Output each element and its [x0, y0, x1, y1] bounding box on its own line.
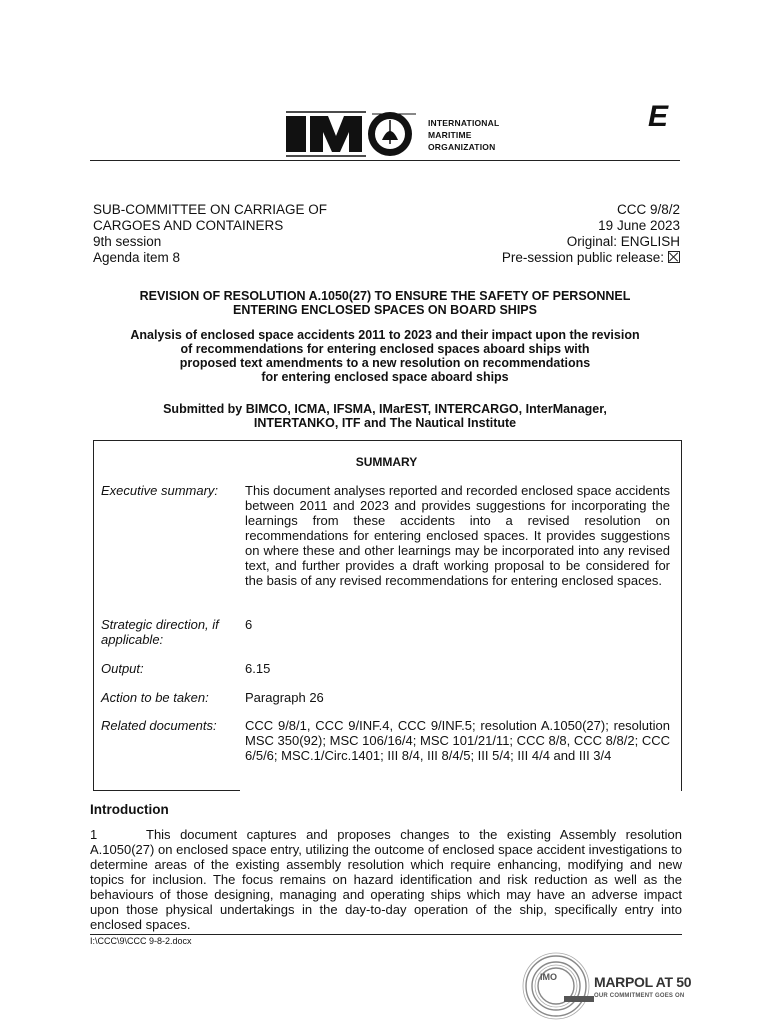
summary-value: 6 — [245, 617, 253, 632]
summary-value: Paragraph 26 — [245, 690, 324, 705]
summary-label: Output: — [101, 661, 144, 676]
imo-logo — [286, 110, 420, 158]
summary-value: CCC 9/8/1, CCC 9/INF.4, CCC 9/INF.5; resolution A.1050(27); resolution MSC 350(92); MSC 106/16/4; MSC 101/21/11; CCC 8/8, CCC 8/8/2; CCC 6/5/6; MSC.1/Circ.1401; III 8/4, III 8/4/5; III 5/4; III 4/4 and III 3/4 — [245, 718, 670, 763]
marpol-subtitle: OUR COMMITMENT GOES ON — [594, 993, 685, 999]
summary-heading: SUMMARY — [355, 455, 418, 469]
document-info — [502, 202, 680, 266]
document-date: 19 June 2023 — [598, 218, 680, 233]
session-line: 9th session — [93, 234, 162, 249]
subtitle-line: proposed text amendments to a new resolution on recommendations — [179, 356, 591, 370]
subtitle-line: of recommendations for entering enclosed spaces aboard ships with — [180, 342, 590, 356]
subtitle-line: Analysis of enclosed space accidents 2011 to 2023 and their impact upon the revision — [130, 328, 640, 342]
committee-info — [93, 202, 327, 266]
agenda-line: Agenda item 8 — [93, 250, 181, 265]
title-line: REVISION OF RESOLUTION A.1050(27) TO ENSURE THE SAFETY OF PERSONNEL — [139, 289, 631, 303]
document-subtitle — [90, 328, 680, 384]
summary-box-bottom-rule — [93, 790, 240, 791]
committee-line: CARGOES AND CONTAINERS — [93, 218, 284, 233]
language-mark: E — [648, 100, 669, 133]
release-label: Pre-session public release: — [501, 250, 664, 265]
marpol-title: MARPOL AT 50 — [594, 974, 692, 990]
badge-logo-text: IMO — [540, 972, 557, 982]
title-line: ENTERING ENCLOSED SPACES ON BOARD SHIPS — [233, 303, 537, 317]
summary-label: Executive summary: — [101, 483, 219, 498]
submitted-line: INTERTANKO, ITF and The Nautical Institute — [253, 416, 517, 430]
document-title — [90, 289, 680, 317]
summary-value: This document analyses reported and recorded enclosed space accidents between 2011 and 2023 and provides suggestions for incorporating the learnings from these accidents into a revised resolution on recommendations for entering enclosed spaces. It provides suggestions on where these and other learnings may be incorporated into any revised text, and further provides a draft working proposal to be considered for the basis of any revised recommendations for entering enclosed spaces. — [245, 483, 670, 588]
summary-label: Related documents: — [101, 718, 217, 733]
header-divider — [90, 160, 680, 161]
paragraph-text: This document captures and proposes changes to the existing Assembly resolution A.1050(27) on enclosed space entry, utilizing the outcome of enclosed space accident investigations to determine areas of the existing assembly resolution which require enhancing, modifying and new topics for inclusion. The focus remains on hazard identification and risk reduction as well as the behaviours of those designing, managing and operating ships which may have an adverse impact upon those physical undertakings in the day-to-day operation of the ship, specifically entry into enclosed spaces. — [90, 827, 682, 932]
release-line — [502, 250, 680, 266]
submitted-by — [90, 402, 680, 430]
summary-label: Strategic direction, if applicable: — [101, 617, 219, 647]
summary-value: 6.15 — [245, 661, 271, 676]
org-line: ORGANIZATION — [428, 142, 496, 152]
checked-box-icon — [668, 251, 680, 263]
section-heading: Introduction — [90, 802, 169, 817]
document-original: Original: ENGLISH — [566, 234, 680, 249]
subtitle-line: for entering enclosed space aboard ships — [261, 370, 509, 384]
footer-divider — [90, 934, 682, 935]
org-line: INTERNATIONAL — [428, 118, 500, 128]
org-line: MARITIME — [428, 130, 472, 140]
paragraph — [90, 827, 682, 932]
paragraph-number: 1 — [90, 827, 98, 842]
organization-name — [428, 117, 499, 153]
committee-line: SUB-COMMITTEE ON CARRIAGE OF — [93, 202, 328, 217]
document-symbol: CCC 9/8/2 — [616, 202, 680, 217]
file-path: I:\CCC\9\CCC 9-8-2.docx — [90, 936, 192, 946]
summary-label: Action to be taken: — [101, 690, 209, 705]
submitted-line: Submitted by BIMCO, ICMA, IFSMA, IMarEST, INTERCARGO, InterManager, — [163, 402, 607, 416]
